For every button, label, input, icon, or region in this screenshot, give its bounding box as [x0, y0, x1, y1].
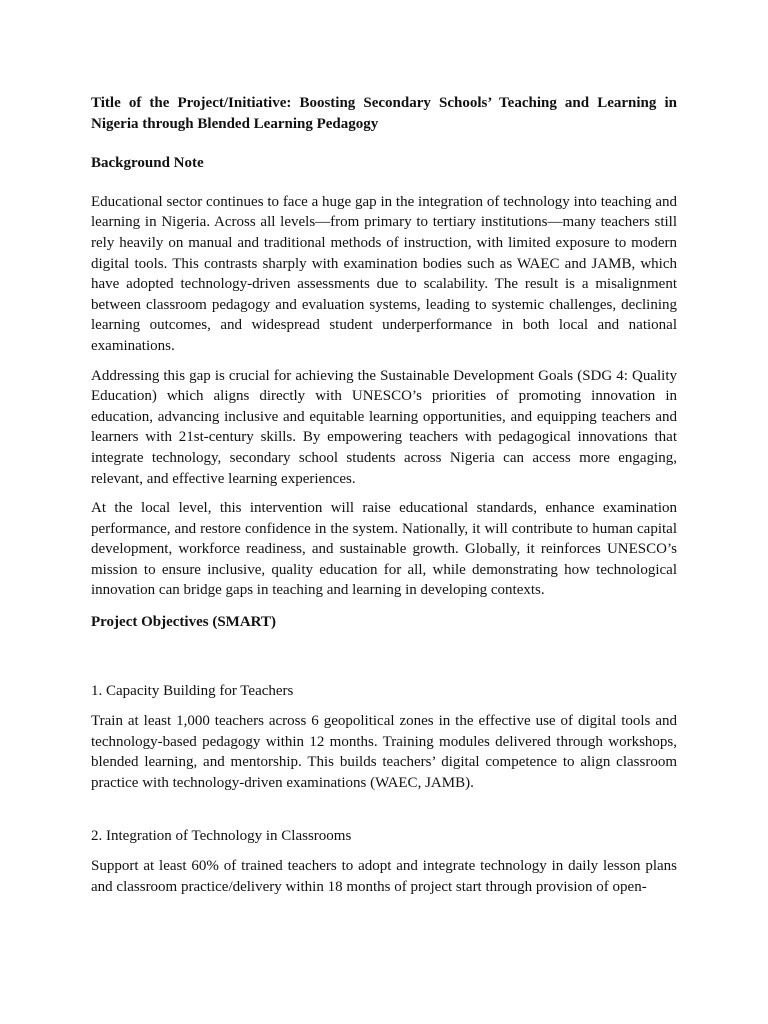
- background-heading: Background Note: [91, 155, 204, 172]
- objective-1-title: 1. Capacity Building for Teachers: [91, 682, 294, 699]
- document-title: Title of the Project/Initiative: Boosting Secondary Schools’ Teaching and Learning in Nigeria through Blended Learning Pedagogy: [91, 95, 677, 132]
- objectives-heading: Project Objectives (SMART): [91, 614, 276, 631]
- objective-1-text: Train at least 1,000 teachers across 6 geopolitical zones in the effective use of digital tools and technology-based pedagogy within 12 months. Training modules delivered through workshops, blended learning, and mentorship. This builds teachers’ digital competence to align classroom practice with technology-driven examinations (WAEC, JAMB).: [91, 713, 677, 792]
- objective-2-title: 2. Integration of Technology in Classrooms: [91, 827, 352, 844]
- background-paragraph-3: At the local level, this intervention will raise educational standards, enhance examination performance, and restore confidence in the system. Nationally, it will contribute to human capital development, workforce readiness, and sustainable growth. Globally, it reinforces UNESCO’s mission to ensure inclusive, quality education for all, while demonstrating how technological innovation can bridge gaps in teaching and learning in developing contexts.: [91, 500, 677, 599]
- objective-2-text: Support at least 60% of trained teachers to adopt and integrate technology in daily lesson plans and classroom practice/delivery within 18 months of project start through provision of open-: [91, 858, 677, 895]
- background-paragraph-2: Addressing this gap is crucial for achieving the Sustainable Development Goals (SDG 4: Quality Education) which aligns directly with UNESCO’s priorities of promoting innovation in education, advancing inclusive and equitable learning opportunities, and equipping teachers and learners with 21st-century skills. By empowering teachers with pedagogical innovations that integrate technology, secondary school students across Nigeria can access more engaging, relevant, and effective learning experiences.: [91, 367, 677, 487]
- background-paragraph-1: Educational sector continues to face a huge gap in the integration of technology into teaching and learning in Nigeria. Across all levels—from primary to tertiary institutions—many teachers still rely heavily on manual and traditional methods of instruction, with limited exposure to modern digital tools. This contrasts sharply with examination bodies such as WAEC and JAMB, which have adopted technology-driven assessments due to scalability. The result is a misalignment between classroom pedagogy and evaluation systems, leading to systemic challenges, declining learning outcomes, and widespread student underperformance in both local and national examinations.: [91, 193, 677, 354]
- document-page: [91, 93, 677, 897]
